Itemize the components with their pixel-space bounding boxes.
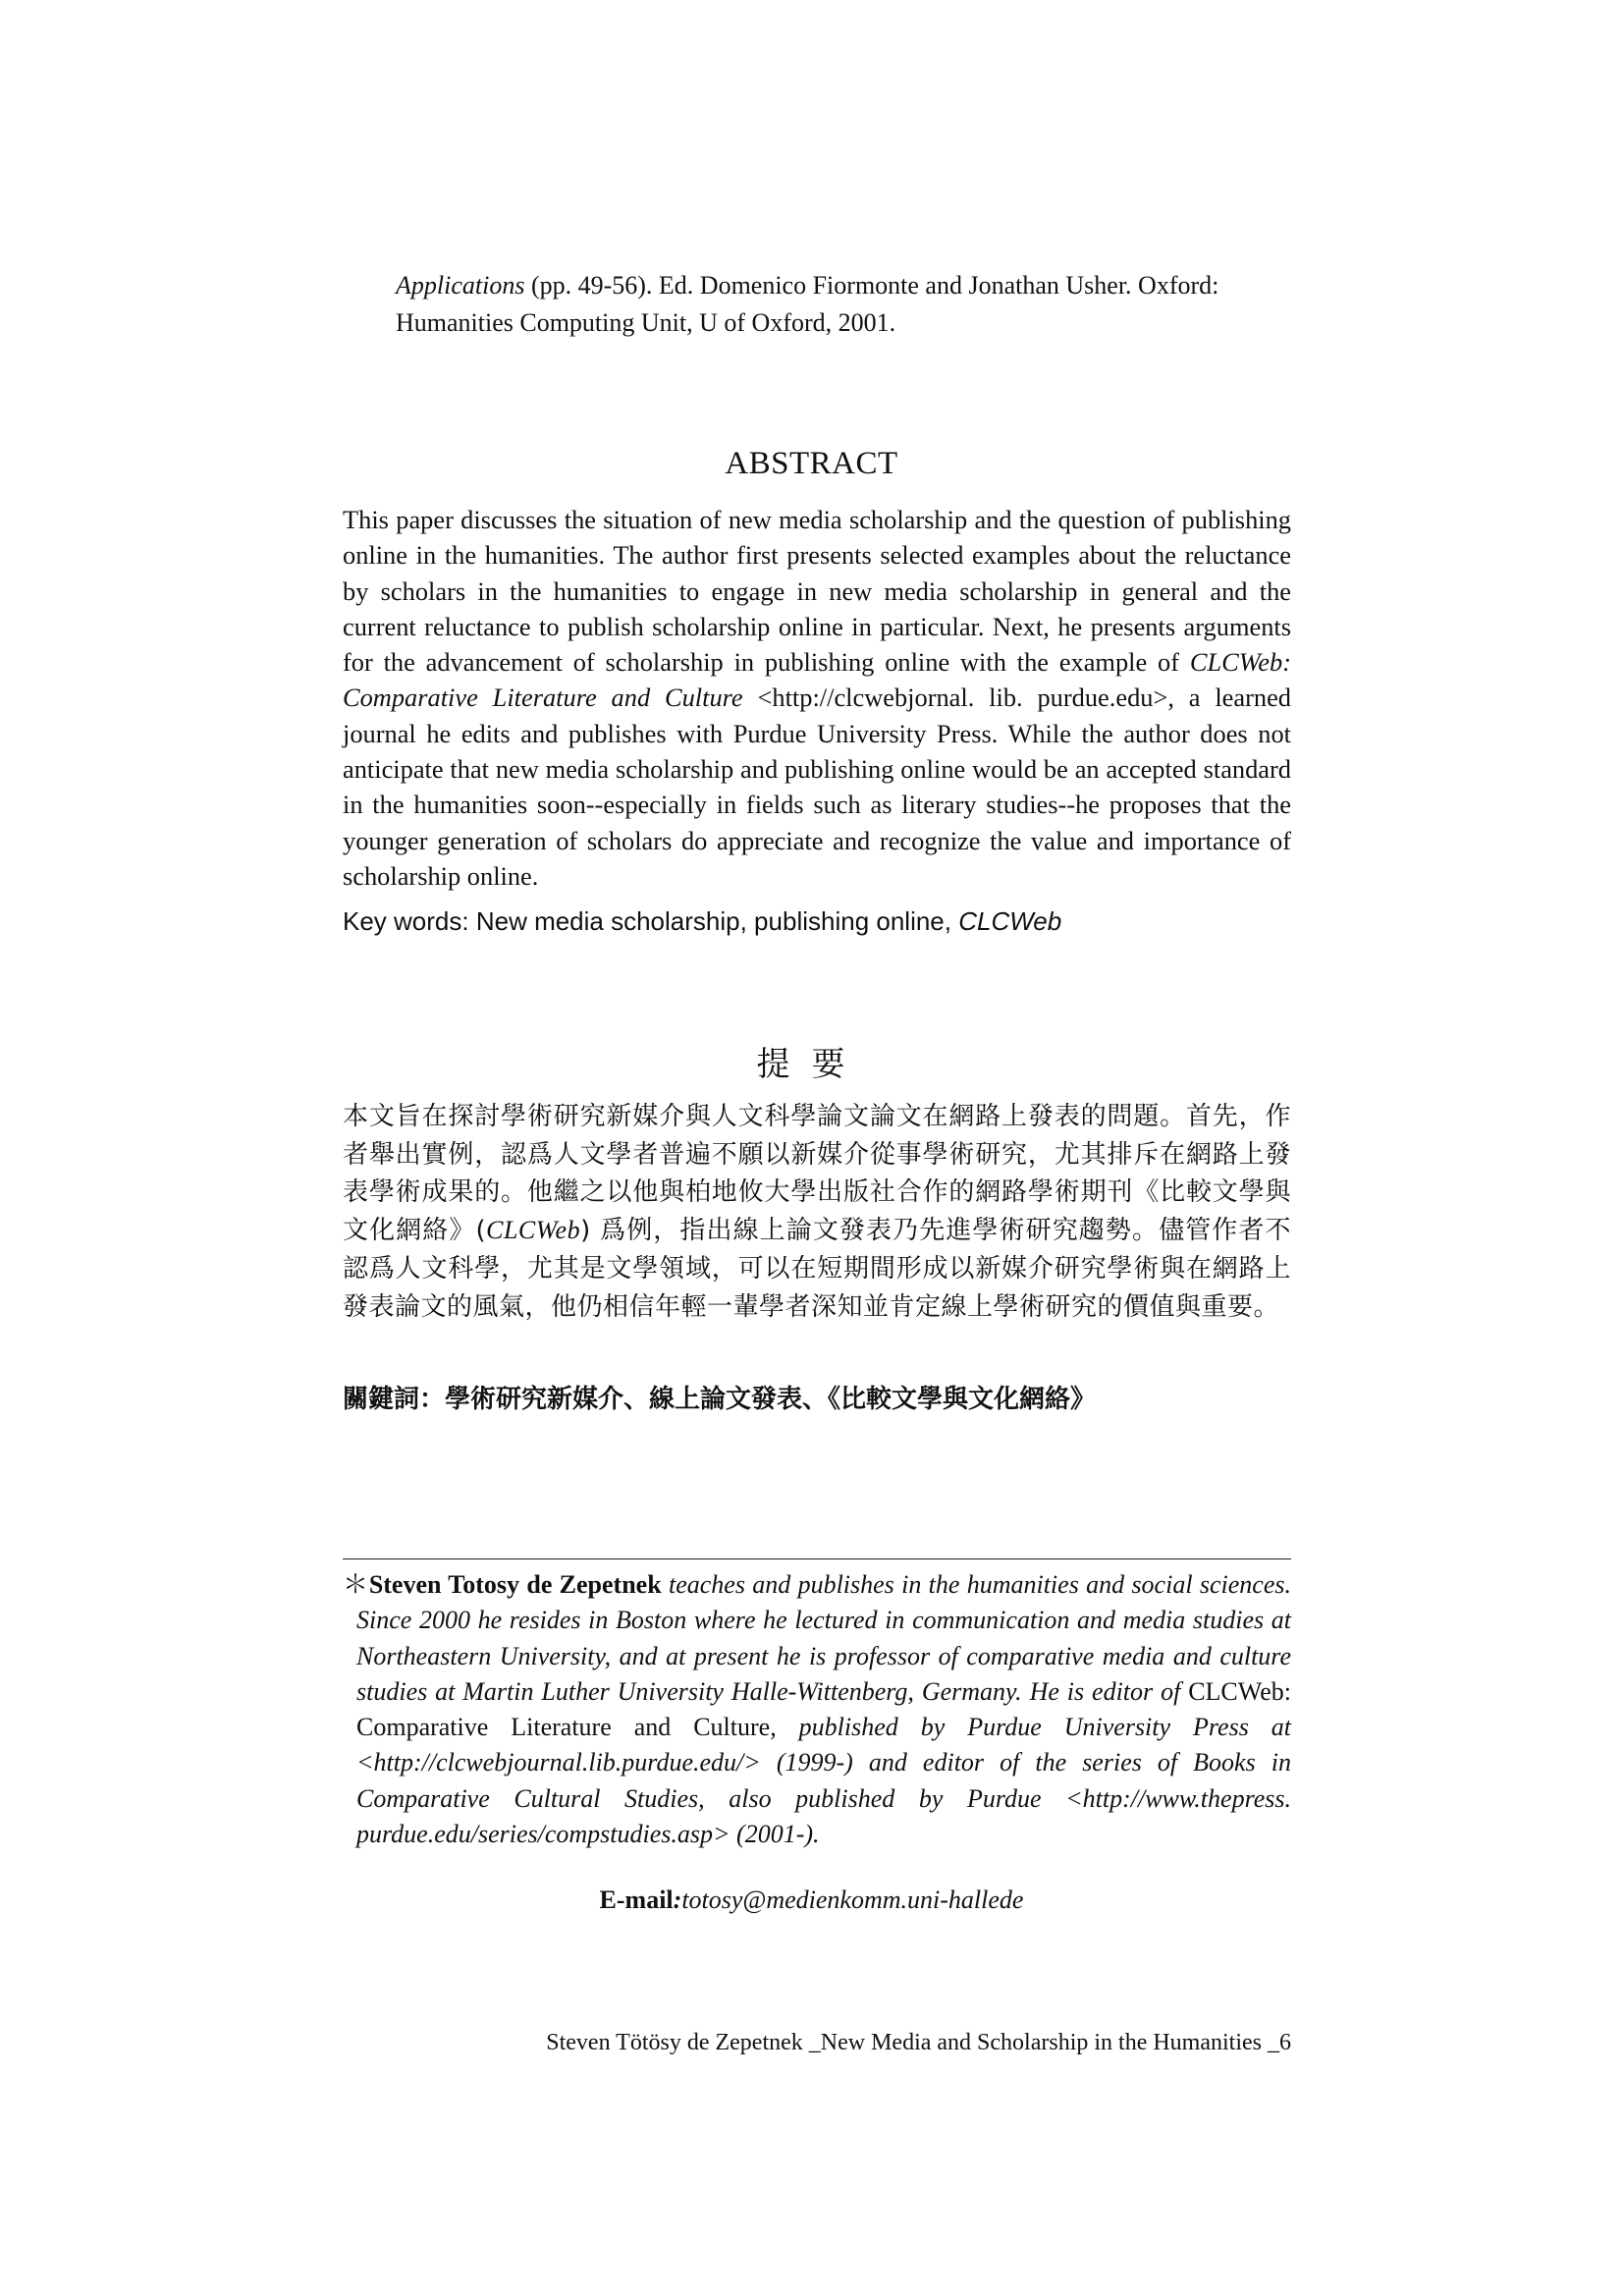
chinese-abstract-heading: 提要 bbox=[756, 1045, 867, 1084]
abstract-journal-title: CLCWeb: Comparative Literature and Culture bbox=[343, 647, 1291, 713]
email-label: E-mail bbox=[599, 1886, 674, 1914]
reference-continuation bbox=[396, 267, 1291, 342]
abstract-body bbox=[343, 502, 1291, 894]
keywords-text: Key words: New media scholarship, publishing online, bbox=[343, 906, 959, 936]
keywords-italic: CLCWeb bbox=[958, 906, 1062, 936]
footnote-text-2: , published by Purdue University Press at <http://clcwebjournal.lib.purdue.edu/> (1999-) and editor of the series of Books in Comparative Cultural Studies, also published by Purdue <http://www.thepress. purdue.edu/series/compstudies.asp> (2001-). bbox=[356, 1713, 1291, 1849]
footnote-marker: ＊ bbox=[343, 1570, 369, 1599]
running-footer: Steven Tötösy de Zepetnek _New Media and Scholarship in the Humanities _6 bbox=[546, 2030, 1291, 2055]
footnote-paragraph bbox=[343, 1567, 1291, 1852]
reference-publisher: Humanities Computing Unit, U of Oxford, 2001. bbox=[396, 308, 896, 337]
email-colon: : bbox=[673, 1886, 682, 1914]
keywords-english bbox=[343, 906, 1291, 937]
chinese-text-2: ) 爲例，指出線上論文發表乃先進學術研究趨勢。儘管作者不認爲人文科學，尤其是文學領域，可以在短期間形成以新媒介研究學術與在網路上發表論文的風氣，他仍相信年輕一輩學者深知並肯定線上學術研究的價值與重要。 bbox=[343, 1216, 1291, 1322]
chinese-text-1: 本文旨在探討學術研究新媒介與人文科學論文論文在網路上發表的問題。首先，作者舉出實例，認爲人文學者普遍不願以新媒介從事學術研究，尤其排斥在網路上發表學術成果的。他繼之以他與柏地攸大學出版社合作的網路學術期刊《比較文學與文化網絡》( bbox=[343, 1102, 1291, 1246]
footnote-divider bbox=[343, 1558, 1291, 1559]
author-email bbox=[0, 1886, 1623, 1915]
chinese-abstract-body bbox=[343, 1098, 1291, 1326]
email-address: totosy@medienkomm.uni-hallede bbox=[681, 1886, 1024, 1914]
abstract-text-1: This paper discusses the situation of new media scholarship and the question of publishing online in the humanities. The author first presents selected examples about the reluctance by scholars in the humanities to engage in new media scholarship in general and the current reluctance to publish scholarship online in particular. Next, he presents arguments for the advancement of scholarship in publishing online with the example of bbox=[343, 505, 1291, 678]
author-footnote bbox=[343, 1567, 1291, 1852]
chinese-journal-italic: CLCWeb bbox=[486, 1216, 581, 1245]
footnote-author: Steven Totosy de Zepetnek bbox=[368, 1570, 662, 1599]
abstract-heading: ABSTRACT bbox=[725, 446, 898, 481]
footnote-journal: CLCWeb: Comparative Literature and Culture bbox=[356, 1676, 1291, 1742]
abstract-text-2: <http://clcwebjornal. lib. purdue.edu>, a learned journal he edits and publishes with Purdue University Press. While the author does not anticipate that new media scholarship and publishing online would be an accepted standard in the humanities soon--especially in fields such as literary studies--he proposes that the younger generation of scholars do appreciate and recognize the value and importance of scholarship online. bbox=[343, 683, 1291, 891]
reference-title: Applications bbox=[396, 271, 525, 300]
reference-details: (pp. 49-56). Ed. Domenico Fiormonte and Jonathan Usher. Oxford: bbox=[524, 271, 1219, 300]
keywords-chinese: 關鍵詞：學術研究新媒介、線上論文發表、《比較文學與文化網絡》 bbox=[343, 1385, 1097, 1414]
footnote-text-1: teaches and publishes in the humanities and social sciences. Since 2000 he resides in Boston where he lectured in communication and media studies at Northeastern University, and at present he is professor of comparative media and culture studies at Martin Luther University Halle-Wittenberg, Germany. He is editor of bbox=[356, 1570, 1291, 1706]
